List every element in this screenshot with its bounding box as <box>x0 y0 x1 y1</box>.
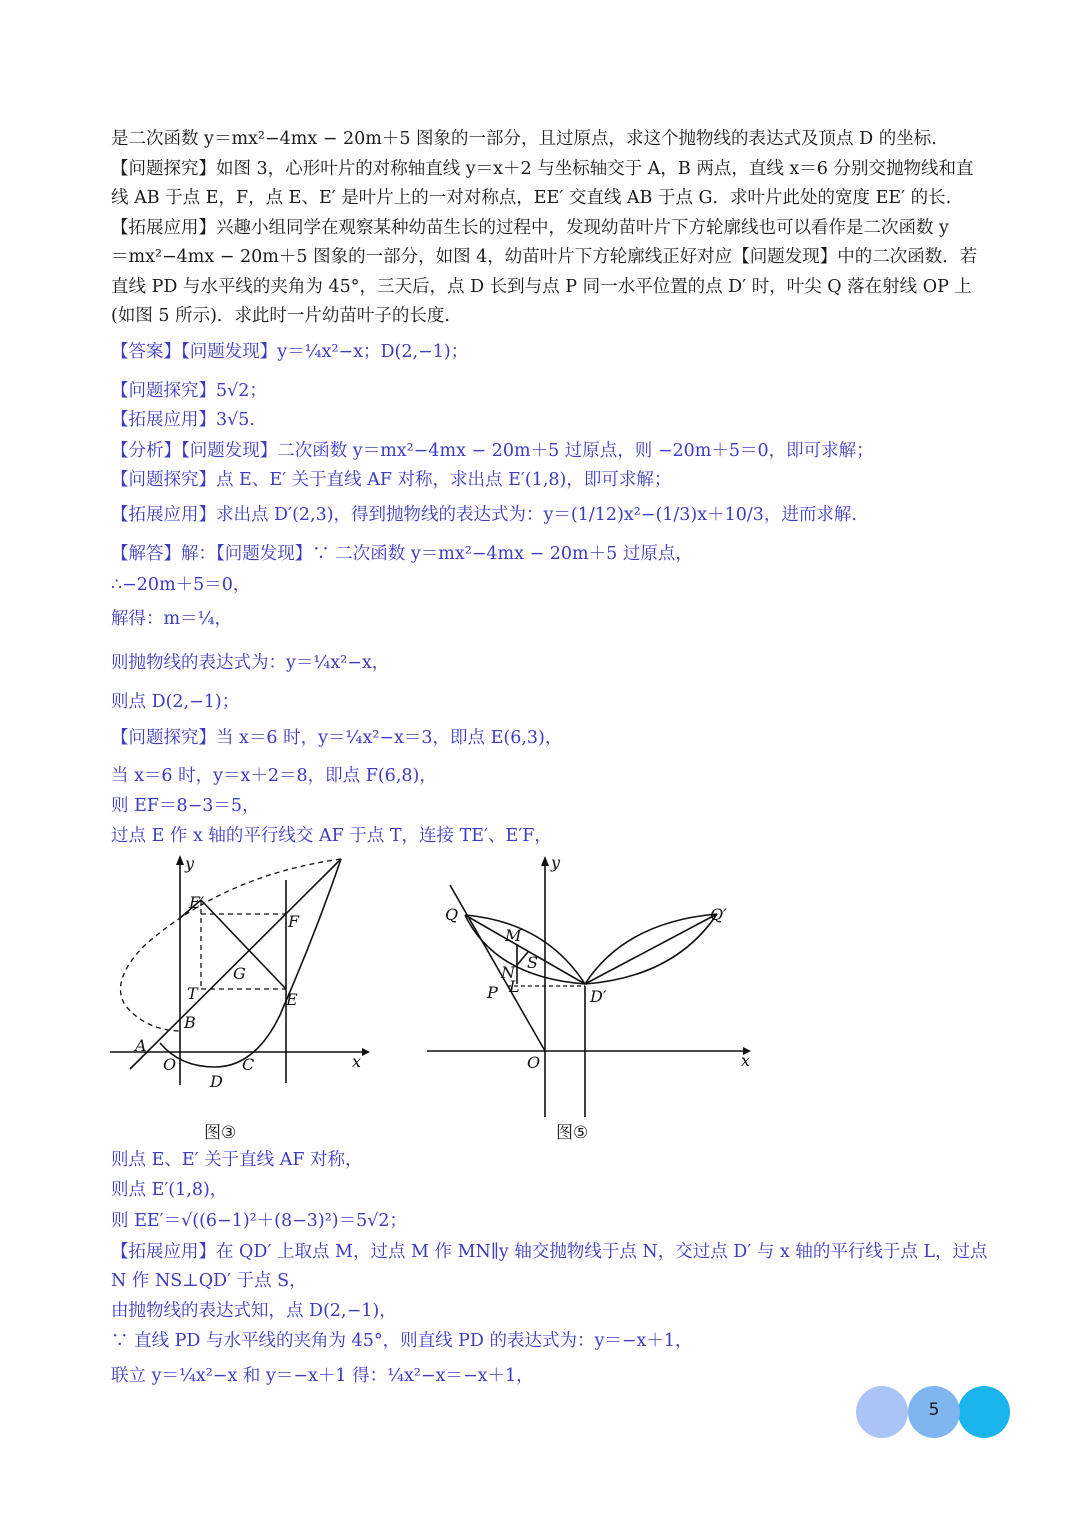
fig3-label-o: O <box>163 1055 177 1074</box>
fig3-label-f: F <box>288 912 300 931</box>
fig5-label-q: Q <box>445 905 459 924</box>
fig3-label-t: T <box>187 984 198 1003</box>
fig5-label-o: O <box>527 1053 541 1072</box>
solution-line: 解得：m＝¼， <box>111 609 233 629</box>
solution-line: 过点 E 作 x 轴的平行线交 AF 于点 T，连接 TE′、E′F， <box>111 826 552 846</box>
fig3-label-c: C <box>242 1055 255 1074</box>
fig3-label-b: B <box>184 1013 196 1032</box>
analysis-line: 【问题探究】点 E、E′ 关于直线 AF 对称，求出点 E′(1,8)，即可求解； <box>111 470 672 490</box>
fig3-label-e: E <box>286 990 298 1009</box>
fig5-label-n: N <box>501 963 515 982</box>
page-number: 5 <box>928 1400 940 1420</box>
fig3-label-d: D <box>210 1072 223 1091</box>
problem-line: 直线 PD 与水平线的夹角为 45°，三天后，点 D 长到与点 P 同一水平位置的点 D′ 时，叶尖 Q 落在射线 OP 上 <box>111 277 972 297</box>
solution-line: 则 EE′＝√((6−1)²＋(8−3)²)＝5√2； <box>111 1211 408 1231</box>
solution-line: 【解答】解：【问题发现】∵ 二次函数 y＝mx²−4mx − 20m＋5 过原点， <box>111 544 693 564</box>
fig3-label-g: G <box>233 964 246 983</box>
answer-line: 【问题探究】5√2； <box>111 381 267 401</box>
fig5-label-y: y <box>551 853 561 872</box>
answer-line: 【拓展应用】3√5. <box>111 410 255 430</box>
solution-line: 由抛物线的表达式知，点 D(2,−1)， <box>111 1301 397 1321</box>
fig5-label-q-prime: Q′ <box>710 905 727 924</box>
fig5-label-p: P <box>487 983 498 1002</box>
solution-line: ∴−20m＋5＝0， <box>111 575 251 595</box>
answer-line: 【答案】【问题发现】y＝¼x²−x；D(2,−1)； <box>111 342 469 362</box>
fig5-label-x: x <box>741 1051 751 1070</box>
fig5-label-s: S <box>527 953 538 972</box>
fig5-label-d-prime: D′ <box>590 987 607 1006</box>
fig5-label-l: L <box>509 977 520 996</box>
solution-line: 联立 y＝¼x²−x 和 y＝−x＋1 得：¼x²−x＝−x＋1， <box>111 1366 534 1386</box>
solution-line: 【问题探究】当 x＝6 时，y＝¼x²−x＝3，即点 E(6,3)， <box>111 728 563 748</box>
solution-line: 【拓展应用】在 QD′ 上取点 M，过点 M 作 MN∥y 轴交抛物线于点 N，交过点 D′ 与 x 轴的平行线于点 L，过点 <box>111 1242 988 1262</box>
problem-line: ＝mx²−4mx − 20m＋5 图象的一部分，如图 4，幼苗叶片下方轮廓线正好对应【问题发现】中的二次函数．若 <box>111 247 978 267</box>
solution-line: 则点 D(2,−1)； <box>111 692 240 712</box>
solution-line: ∵ 直线 PD 与水平线的夹角为 45°，则直线 PD 的表达式为：y＝−x＋1， <box>111 1331 693 1351</box>
problem-line: 【拓展应用】兴趣小组同学在观察某种幼苗生长的过程中，发现幼苗叶片下方轮廓线也可以看作是二次函数 y <box>111 218 949 238</box>
problem-line: 是二次函数 y＝mx²−4mx − 20m＋5 图象的一部分，且过原点，求这个抛物线的表达式及顶点 D 的坐标. <box>111 129 937 149</box>
solution-line: 则抛物线的表达式为：y＝¼x²−x， <box>111 653 390 673</box>
figure-5-diagram <box>425 852 755 1122</box>
solution-line: N 作 NS⊥QD′ 于点 S， <box>111 1271 307 1291</box>
fig3-label-e-prime: E′ <box>189 893 205 912</box>
problem-line: 【问题探究】如图 3，心形叶片的对称轴直线 y＝x＋2 与坐标轴交于 A，B 两点，直线 x＝6 分别交抛物线和直 <box>111 159 974 179</box>
page-badge-circle-right <box>958 1386 1010 1438</box>
problem-line: 线 AB 于点 E，F，点 E、E′ 是叶片上的一对对称点，EE′ 交直线 AB 于点 G．求叶片此处的宽度 EE′ 的长. <box>111 188 952 208</box>
analysis-line: 【分析】【问题发现】二次函数 y＝mx²−4mx − 20m＋5 过原点，则 −20m＋5＝0，即可求解； <box>111 441 874 461</box>
solution-line: 当 x＝6 时，y＝x＋2＝8，即点 F(6,8)， <box>111 766 437 786</box>
page-badge-circle-left <box>856 1386 908 1438</box>
figure-3-caption: 图③ <box>204 1123 237 1143</box>
problem-line: (如图 5 所示)．求此时一片幼苗叶子的长度. <box>111 306 450 326</box>
fig3-label-x: x <box>352 1052 362 1071</box>
solution-line: 则 EF＝8−3＝5， <box>111 796 260 816</box>
figure-5-caption: 图⑤ <box>556 1123 589 1143</box>
fig5-label-m: M <box>505 926 522 945</box>
solution-line: 则点 E、E′ 关于直线 AF 对称， <box>111 1150 363 1170</box>
analysis-line: 【拓展应用】求出点 D′(2,3)，得到抛物线的表达式为：y＝(1/12)x²−(1/3)x＋10/3，进而求解. <box>111 505 857 525</box>
figure-3-diagram <box>105 855 375 1095</box>
fig3-label-a: A <box>135 1036 147 1055</box>
fig3-label-y: y <box>185 855 195 873</box>
solution-line: 则点 E′(1,8)， <box>111 1180 228 1200</box>
